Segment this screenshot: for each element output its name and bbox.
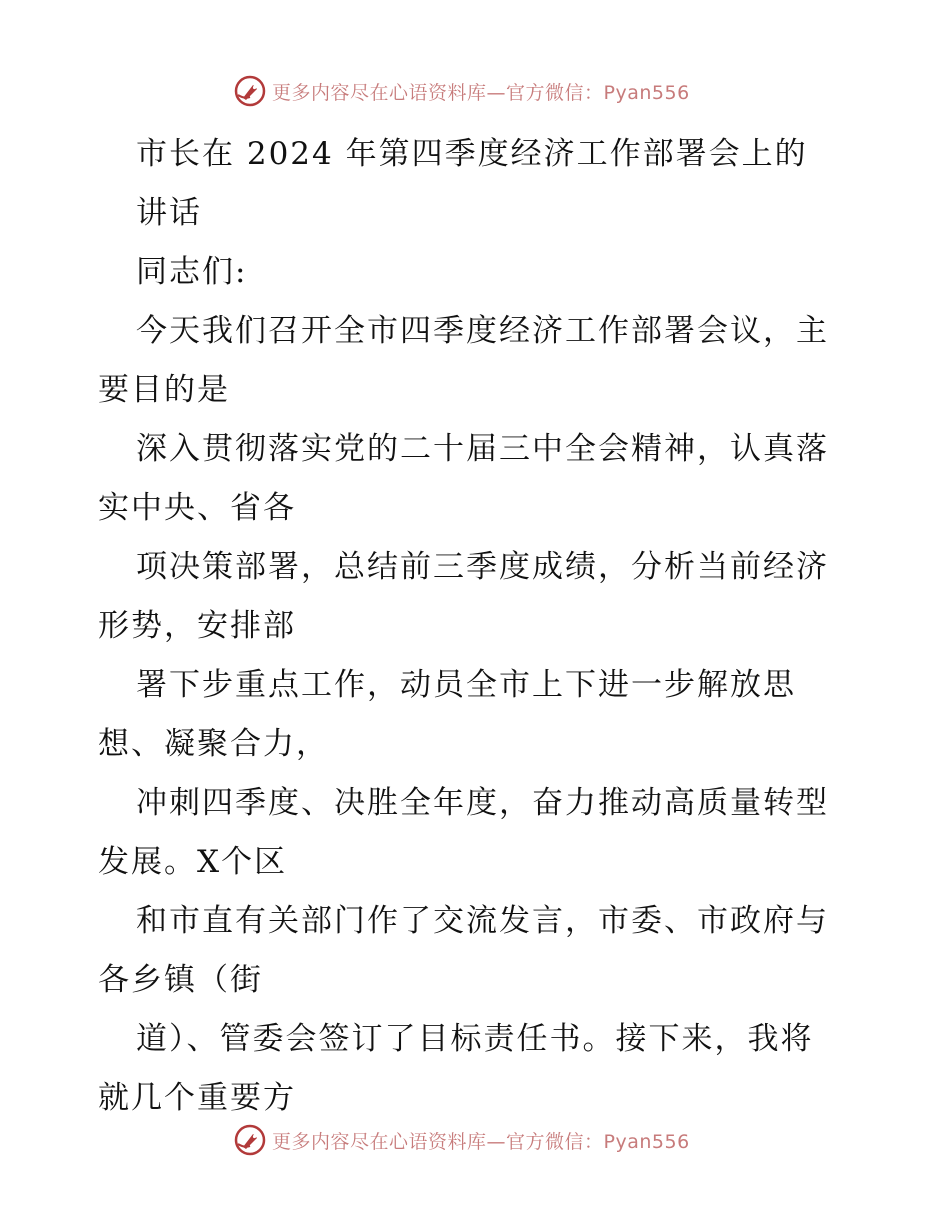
paragraph-line: 今天我们召开全市四季度经济工作部署会议，主 xyxy=(136,313,829,349)
salutation: 同志们: xyxy=(136,254,248,290)
paragraph-line: 深入贯彻落实党的二十届三中全会精神，认真落 xyxy=(136,431,829,467)
paragraph-line: 发展。X个区 xyxy=(98,844,288,880)
pen-nib-logo-icon xyxy=(234,75,266,107)
footer-watermark xyxy=(234,1123,690,1157)
title-line-2: 讲话 xyxy=(136,195,202,231)
paragraph-line: 各乡镇（街 xyxy=(98,962,263,998)
paragraph-line: 道）、管委会签订了目标责任书。接下来，我将 xyxy=(136,1021,814,1057)
paragraph-line: 署下步重点工作，动员全市上下进一步解放思 xyxy=(136,667,796,703)
header-watermark xyxy=(234,74,690,108)
document-body xyxy=(98,125,858,1128)
paragraph-line: 形势，安排部 xyxy=(98,608,296,644)
title-line-1: 市长在 2024 年第四季度经济工作部署会上的 xyxy=(136,136,808,172)
pen-nib-logo-icon xyxy=(234,1124,266,1156)
paragraph-line: 项决策部署，总结前三季度成绩，分析当前经济 xyxy=(136,549,829,585)
watermark-text: 更多内容尽在心语资料库—官方微信：Pyan556 xyxy=(272,1130,690,1153)
paragraph-line: 要目的是 xyxy=(98,372,230,408)
paragraph-line: 实中央、省各 xyxy=(98,490,296,526)
paragraph-line: 就几个重要方 xyxy=(98,1080,296,1116)
watermark-text: 更多内容尽在心语资料库—官方微信：Pyan556 xyxy=(272,81,690,104)
paragraph-line: 和市直有关部门作了交流发言，市委、市政府与 xyxy=(136,903,829,939)
paragraph-line: 想、凝聚合力， xyxy=(98,726,329,762)
paragraph-line: 冲刺四季度、决胜全年度，奋力推动高质量转型 xyxy=(136,785,829,821)
